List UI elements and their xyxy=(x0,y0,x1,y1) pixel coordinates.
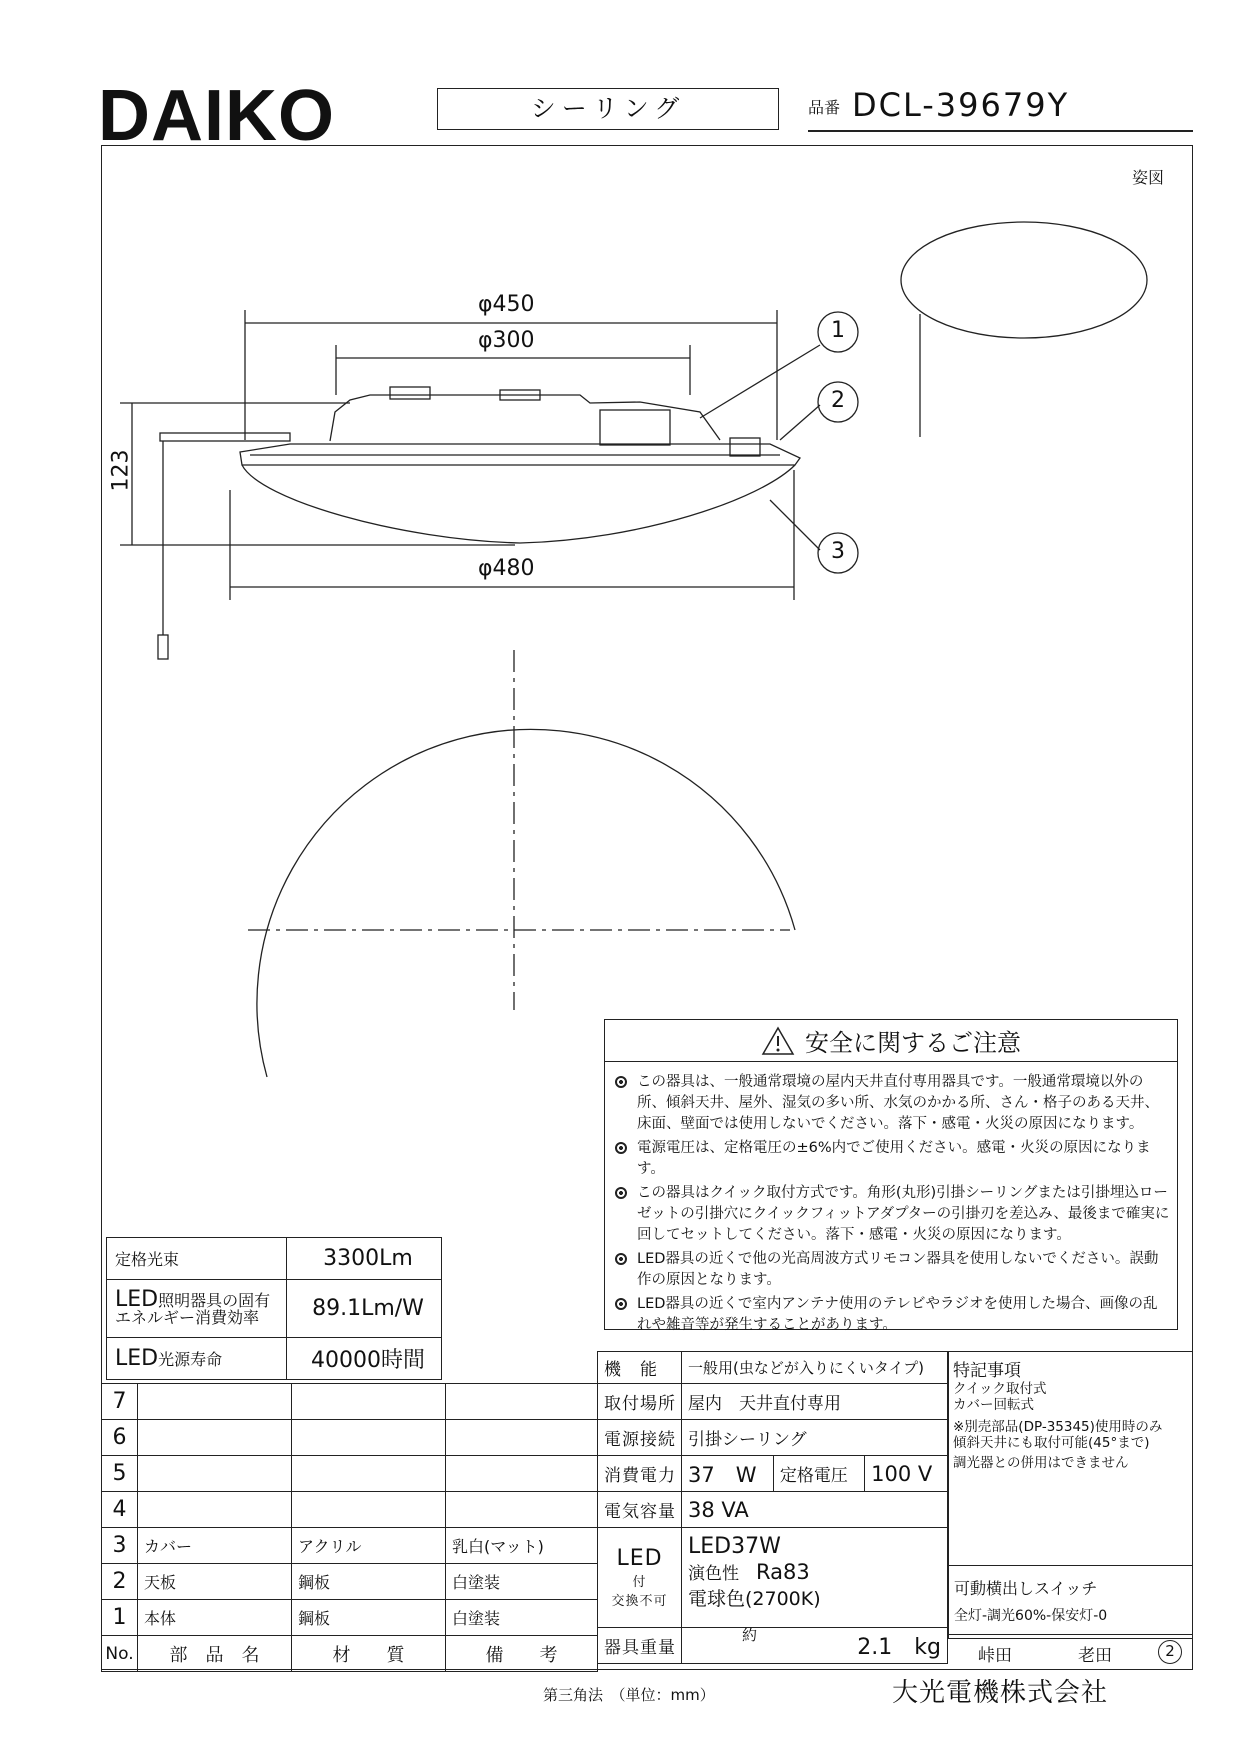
table-row: 器具重量 約 2.1 kg xyxy=(598,1628,948,1664)
table-row: LED 付 交換不可 LED37W 演色性 Ra83 電球色(2700K) xyxy=(598,1528,948,1628)
parts-header-row: No. 部 品 名 材 質 備 考 xyxy=(102,1636,598,1672)
dim-d450: φ450 xyxy=(478,292,535,317)
table-row: 電気容量 38 VA xyxy=(598,1492,948,1528)
table-row: 6 xyxy=(102,1420,598,1456)
safety-item: LED器具の近くで室内アンテナ使用のテレビやラジオを使用した場合、画像の乱れや雑音等が発生することがあります。 xyxy=(613,1294,1171,1336)
bullet-icon xyxy=(615,1298,627,1310)
safety-item: LED器具の近くで他の光高周波方式リモコン器具を使用しないでください。誤動作の原因となります。 xyxy=(613,1249,1171,1291)
safety-item: この器具は、一般通常環境の屋内天井直付専用器具です。一般通常環境以外の所、傾斜天井、屋外、湿気の多い所、水気のかかる所、さん・格子のある天井、床面、壁面では使用しないでください。落下・感電・火災の原因になります。 xyxy=(613,1072,1171,1135)
table-row: 電源接続 引掛シーリング xyxy=(598,1420,948,1456)
safety-item: 電源電圧は、定格電圧の±6%内でご使用ください。感電・火災の原因になります。 xyxy=(613,1138,1171,1180)
callout-1: 1 xyxy=(831,318,845,343)
switch-info: 可動横出しスイッチ 全灯-調光60%-保安灯-0 xyxy=(948,1565,1193,1639)
projection-note: 第三角法 （単位：mm） xyxy=(543,1686,715,1704)
special-notes: 特記事項 クイック取付式 カバー回転式 ※別売部品(DP-35345)使用時のみ 傾斜天井にも取付可能(45°まで) 調光器との併用はできません xyxy=(948,1351,1193,1639)
bullet-icon xyxy=(615,1142,627,1154)
table-row: 3 カバー アクリル 乳白(マット) xyxy=(102,1528,598,1564)
table-row: 7 xyxy=(102,1384,598,1420)
part-no: DCL-39679Y xyxy=(852,86,1070,124)
electrical-spec-table xyxy=(597,1351,948,1664)
safety-header xyxy=(605,1020,1177,1062)
product-type: シーリング xyxy=(437,88,779,130)
table-row: LED光源寿命 40000時間 xyxy=(107,1338,442,1380)
table-row: 4 xyxy=(102,1492,598,1528)
part-no-label: 品番 xyxy=(808,98,841,117)
bullet-icon xyxy=(615,1076,627,1088)
table-row: 取付場所 屋内 天井直付専用 xyxy=(598,1384,948,1420)
dim-d300: φ300 xyxy=(478,328,535,353)
safety-item: この器具はクイック取付方式です。角形(丸形)引掛シーリングまたは引掛埋込ローゼットの引掛穴にクイックフィットアダプターの引掛刃を差込み、最後まで確実に回してセットしてください。落下・感電・火災の原因になります。 xyxy=(613,1183,1171,1246)
callout-3: 3 xyxy=(831,539,845,564)
table-row: 定格光束 3300Lm xyxy=(107,1238,442,1280)
bullet-icon xyxy=(615,1187,627,1199)
figure-label: 姿図 xyxy=(1132,168,1165,187)
callout-2: 2 xyxy=(831,388,845,413)
table-row: LED照明器具の固有 エネルギー消費効率 89.1Lm/W xyxy=(107,1280,442,1338)
revision-badge: 2 xyxy=(1158,1640,1182,1664)
logo-text: DAIKO xyxy=(98,76,335,156)
dim-d480: φ480 xyxy=(478,556,535,581)
signature-row: 峠田 老田 2 xyxy=(948,1634,1193,1670)
table-row: 1 本体 鋼板 白塗装 xyxy=(102,1600,598,1636)
table-row: 2 天板 鋼板 白塗装 xyxy=(102,1564,598,1600)
safety-notice xyxy=(604,1019,1178,1333)
bullet-icon xyxy=(615,1253,627,1265)
ceiling-fixture-thumbnail xyxy=(901,222,1147,338)
lumen-spec-table xyxy=(106,1237,442,1380)
warning-icon xyxy=(761,1026,795,1056)
company-name: 大光電機株式会社 xyxy=(892,1678,1109,1708)
dim-h123: 123 xyxy=(108,449,134,492)
table-row: 機 能 一般用(虫などが入りにくいタイプ) xyxy=(598,1352,948,1384)
parts-table xyxy=(101,1383,598,1672)
table-row: 5 xyxy=(102,1456,598,1492)
safety-title: 安全に関するご注意 xyxy=(805,1029,1021,1057)
table-row: 消費電力 37 W 定格電圧 100 V xyxy=(598,1456,948,1492)
